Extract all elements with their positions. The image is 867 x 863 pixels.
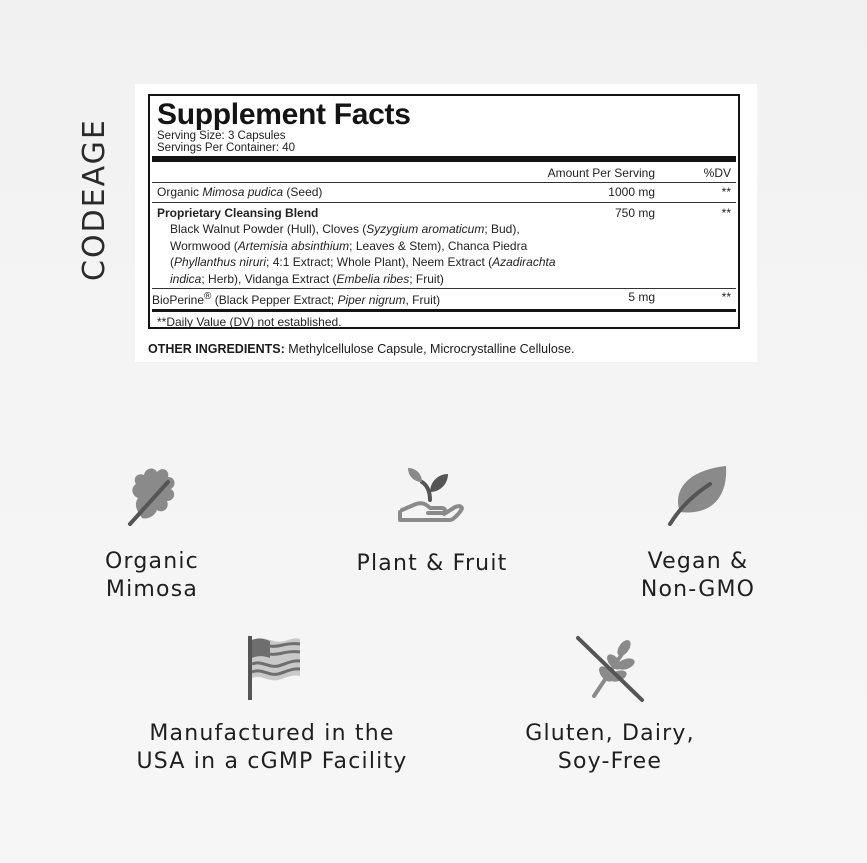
feature-made-in-usa (112, 630, 432, 776)
servings-per-container: Servings Per Container: 40 (157, 142, 296, 154)
other-ingredients-text: Methylcellulose Capsule, Microcrystalline Cellulose. (288, 342, 575, 356)
ingredient-amount: 750 mg (614, 206, 655, 220)
ingredient-amount: 1000 mg (608, 185, 655, 199)
feature-allergen-free (505, 630, 715, 776)
feature-label: Plant & Fruit (356, 551, 508, 576)
other-ingredients-label: OTHER INGREDIENTS: (148, 342, 285, 356)
ingredient-name: BioPerine® (Black Pepper Extract; Piper nigrum, Fruit) (152, 291, 441, 307)
leaf-icon (658, 460, 738, 530)
feature-label: Vegan & Non-GMO (640, 549, 756, 602)
facts-row-mimosa (157, 183, 731, 202)
supplement-label-card (135, 84, 757, 362)
facts-row-bioperine (152, 289, 731, 309)
ingredient-name: Proprietary Cleansing Blend (157, 206, 319, 220)
dv-header: %DV (703, 166, 731, 180)
feature-vegan-non-gmo (608, 460, 788, 604)
blend-description: Black Walnut Powder (Hull), Cloves (Syzygium aromaticum; Bud), Wormwood (Artemisia absinthium; Leaves & Stem), Chanca Piedra (Phyllanthus niruri; 4:1 Extract; Whole Plant), Neem Extract (Azadirachta indica; Herb), Vidanga Extract (Embelia ribes; Fruit) (170, 222, 556, 286)
brand-name: CODEAGE (77, 118, 112, 281)
facts-title: Supplement Facts (157, 98, 411, 131)
feature-plant-fruit (332, 460, 532, 578)
brand-logo (78, 86, 112, 281)
amount-per-serving-header: Amount Per Serving (547, 166, 655, 180)
feature-label: Manufactured in the USA in a cGMP Facility (136, 721, 408, 774)
ingredient-dv: ** (721, 290, 731, 304)
facts-row-blend (157, 203, 731, 221)
feature-label: Gluten, Dairy, Soy-Free (525, 721, 695, 774)
feature-label: Organic Mimosa (105, 549, 199, 602)
other-ingredients (148, 342, 575, 357)
no-wheat-icon (570, 630, 650, 706)
ingredient-dv: ** (721, 206, 731, 220)
sprout-in-hand-icon (392, 460, 472, 530)
facts-header-row (157, 162, 731, 182)
ingredient-dv: ** (721, 185, 731, 199)
us-flag-icon (232, 630, 312, 706)
ingredient-amount: 5 mg (628, 290, 655, 304)
feature-organic-mimosa (62, 460, 242, 604)
oak-leaf-icon (112, 460, 192, 530)
ingredient-name: Organic Mimosa pudica (Seed) (157, 185, 323, 199)
dv-footnote: **Daily Value (DV) not established. (157, 315, 342, 329)
supplement-facts-panel (148, 94, 740, 329)
serving-size: Serving Size: 3 Capsules (157, 130, 286, 142)
